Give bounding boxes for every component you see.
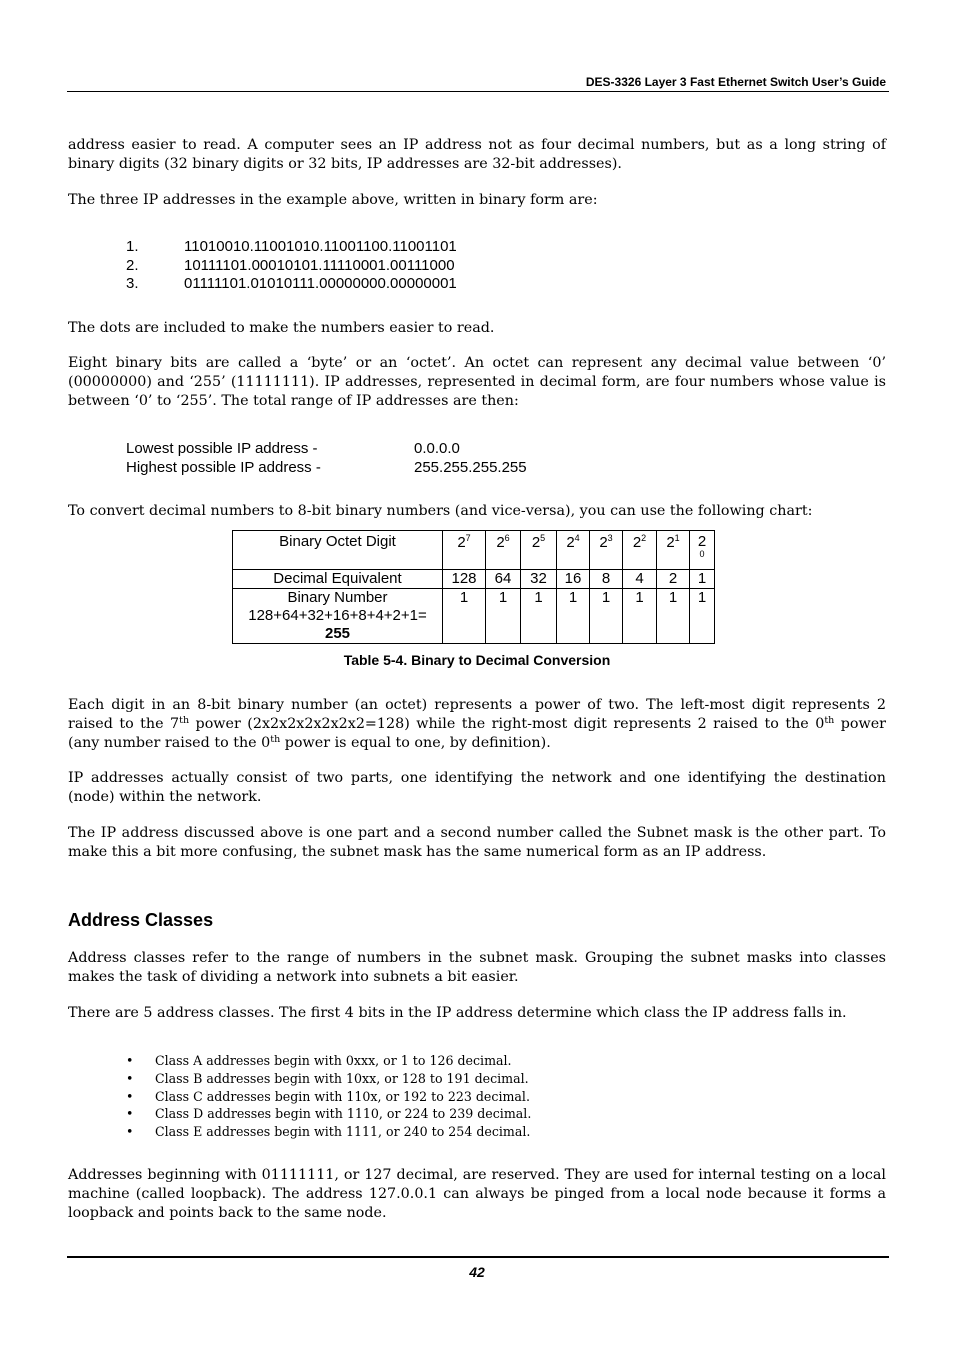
table-cell: 16 — [557, 570, 590, 589]
bullet-icon: • — [126, 1070, 134, 1086]
paragraph-address-classes: Address classes refer to the range of numbers in the subnet mask. Grouping the subnet masks into classes makes the task of dividing a network into subnets a bit easier. — [68, 950, 886, 986]
bullet-icon: • — [126, 1124, 134, 1140]
table-cell: 1 — [443, 589, 486, 644]
table-cell-power: 2 0 — [690, 531, 715, 570]
bullet-icon: • — [126, 1106, 134, 1122]
ip-range-row — [126, 458, 527, 477]
footer-rule — [67, 1256, 889, 1258]
page-number: 42 — [469, 1264, 485, 1280]
table-cell: 1 — [657, 589, 690, 644]
table-label-line: 255 — [324, 625, 351, 642]
list-item-text: Class A addresses begin with 0xxx, or 1 to 126 decimal. — [155, 1053, 512, 1068]
table-cell: 128 — [443, 570, 486, 589]
paragraph-subnet-mask: The IP address discussed above is one part and a second number called the Subnet mask is the other part. To make this a bit more confusing, the subnet mask has the same numerical form as an IP address. — [68, 825, 886, 861]
section-heading: Address Classes — [68, 910, 214, 930]
list-item-text: Class E addresses begin with 1111, or 240 to 254 decimal. — [155, 1124, 531, 1140]
paragraph-chart-intro: To convert decimal numbers to 8-bit binary numbers (and vice-versa), you can use the following chart: — [68, 503, 813, 519]
lowest-ip-value: 0.0.0.0 — [414, 440, 460, 457]
table-cell-label — [233, 589, 443, 644]
table-cell-power: $2^3$ — [590, 531, 623, 570]
list-item — [126, 1052, 531, 1070]
list-item — [126, 257, 457, 276]
header-rule — [67, 91, 889, 92]
table-caption: Table 5-4. Binary to Decimal Conversion — [343, 652, 611, 668]
list-item — [126, 1088, 531, 1106]
table-cell-label: Decimal Equivalent — [233, 570, 443, 589]
list-item-text: Class D addresses begin with 1110, or 224 to 239 decimal. — [155, 1106, 532, 1122]
bullet-icon: • — [126, 1088, 134, 1104]
list-item-number: 3. — [126, 275, 139, 292]
paragraph-five-classes: There are 5 address classes. The first 4 bits in the IP address determine which class the IP address falls in. — [68, 1005, 847, 1021]
paragraph-binary-form: The three IP addresses in the example above, written in binary form are: — [68, 192, 598, 208]
list-item-value: 01111101.01010111.00000000.00000001 — [184, 275, 457, 292]
list-item-value: 10111101.00010101.11110001.00111000 — [184, 256, 455, 274]
table-cell: 4 — [623, 570, 657, 589]
list-item-number: 2. — [126, 256, 139, 274]
list-item — [126, 1070, 531, 1088]
table-label-line: Binary Number — [287, 589, 388, 606]
list-item — [126, 275, 457, 294]
table-cell-power: $2^7$ — [443, 531, 486, 570]
table-cell: 8 — [590, 570, 623, 589]
paragraph-octet: Eight binary bits are called a ‘byte’ or an ‘octet’. An octet can represent any decimal value between ‘0’ (00000000) and ‘255’ (11111111). IP addresses, represented in decimal form, are four numbers whose value is between ‘0’ to ‘255’. The total range of IP addresses are then: — [68, 355, 886, 410]
list-item-text: Class B addresses begin with 10xx, or 128 to 191 decimal. — [155, 1070, 529, 1086]
list-item-text: Class C addresses begin with 110x, or 192 to 223 decimal. — [155, 1088, 530, 1104]
table-row — [233, 570, 715, 589]
table-cell-power: $2^2$ — [623, 531, 657, 570]
ip-range-block — [126, 439, 527, 477]
list-item-number: 1. — [126, 238, 139, 255]
table-cell: 1 — [690, 589, 715, 644]
table-cell-label: Binary Octet Digit — [233, 531, 443, 570]
list-item — [126, 1105, 531, 1123]
table-row — [233, 531, 715, 570]
table-cell-power: $2^4$ — [557, 531, 590, 570]
table-cell: 1 — [623, 589, 657, 644]
table-cell: 32 — [521, 570, 557, 589]
paragraph-dots: The dots are included to make the numbers easier to read. — [68, 320, 495, 336]
ip-range-row — [126, 439, 527, 458]
table-cell: 64 — [486, 570, 521, 589]
lowest-ip-label: Lowest possible IP address - — [126, 440, 318, 457]
address-class-list — [126, 1052, 531, 1141]
bullet-icon: • — [126, 1053, 134, 1068]
list-item-value: 11010010.11001010.11001100.11001101 — [184, 238, 457, 255]
paragraph-intro: address easier to read. A computer sees an IP address not as four decimal numbers, but as a long string of binary digits (32 binary digits or 32 bits, IP addresses are 32-bit addresses). — [68, 137, 886, 173]
table-label-line: 128+64+32+16+8+4+2+1= — [248, 607, 427, 624]
paragraph-power-of-two: Each digit in an 8-bit binary number (an octet) represents a power of two. The left-most digit represents 2 raised to the 7th power (2x2x2x2x2x2x2=128) while the right-most digit represents 2 raised to the 0th power (any number raised to the 0th power is equal to one, by definition). — [68, 697, 887, 752]
list-item — [126, 1123, 531, 1141]
table-cell-power: $2^5$ — [521, 531, 557, 570]
table-cell: 1 — [690, 570, 715, 589]
binary-address-list — [126, 238, 457, 294]
table-cell-power: $2^6$ — [486, 531, 521, 570]
table-cell: 1 — [590, 589, 623, 644]
table-cell: 1 — [557, 589, 590, 644]
highest-ip-value: 255.255.255.255 — [414, 459, 527, 476]
table-cell-power: $2^1$ — [657, 531, 690, 570]
paragraph-two-parts: IP addresses actually consist of two parts, one identifying the network and one identifying the destination (node) within the network. — [68, 770, 886, 806]
binary-conversion-table — [232, 530, 715, 644]
list-item — [126, 238, 457, 257]
document-header-title: DES-3326 Layer 3 Fast Ethernet Switch User’s Guide — [585, 75, 886, 89]
table-cell: 1 — [486, 589, 521, 644]
table-row — [233, 589, 715, 644]
highest-ip-label: Highest possible IP address - — [126, 459, 321, 476]
table-cell: 2 — [657, 570, 690, 589]
paragraph-loopback: Addresses beginning with 01111111, or 127 decimal, are reserved. They are used for internal testing on a local machine (called loopback). The address 127.0.0.1 can always be pinged from a local node because it forms a loopback and points back to the same node. — [68, 1167, 886, 1222]
table-cell: 1 — [521, 589, 557, 644]
